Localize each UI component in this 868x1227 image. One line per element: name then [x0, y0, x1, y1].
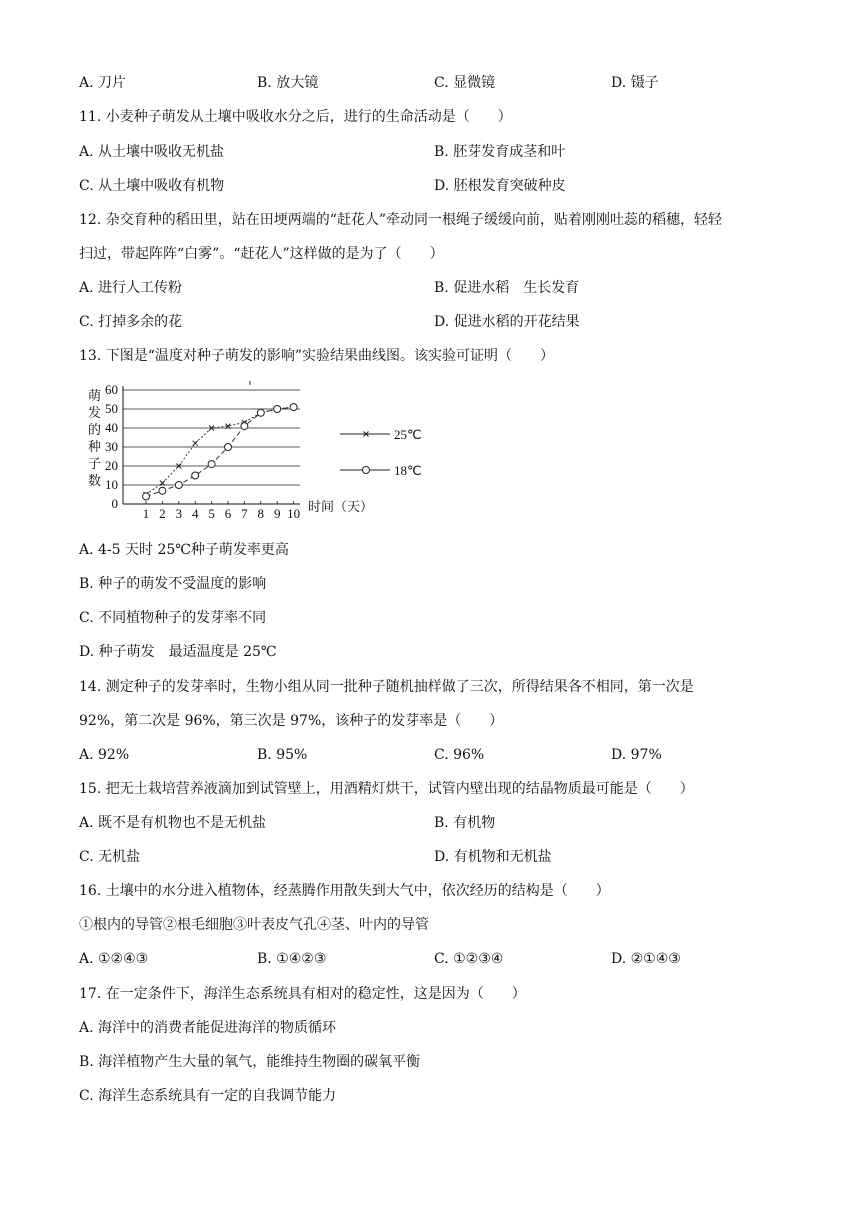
q10-option-a: A. 刀片 — [79, 75, 127, 91]
germination-chart — [78, 378, 458, 523]
q11-option-b: B. 胚芽发育成茎和叶 — [434, 144, 566, 160]
q15-option-c: C. 无机盐 — [79, 849, 141, 865]
series-line-25c — [146, 407, 294, 494]
ylabel-char: 数 — [88, 473, 102, 488]
data-point-18c — [192, 472, 199, 479]
chart-grid — [123, 390, 300, 485]
q16-option-c: C. ①②③④ — [434, 951, 504, 967]
data-point-18c — [257, 409, 264, 416]
ylabel-char: 萌 — [88, 388, 102, 403]
q13-option-d: D. 种子萌发 最适温度是 25℃ — [79, 644, 277, 660]
q12-option-a: A. 进行人工传粉 — [79, 280, 183, 296]
x-tick-label: 9 — [273, 506, 281, 521]
y-tick-label: 50 — [105, 401, 118, 416]
chart-series — [143, 404, 298, 500]
y-tick-labels — [105, 382, 118, 511]
q11-option-d: D. 胚根发育突破种皮 — [434, 178, 566, 194]
x-axis-label: 时间（天） — [308, 499, 374, 514]
data-point-18c — [290, 404, 297, 411]
q13-option-b: B. 种子的萌发不受温度的影响 — [79, 576, 267, 592]
data-point-25c — [193, 441, 198, 446]
q12-option-c: C. 打掉多余的花 — [79, 314, 183, 330]
chart-legend — [340, 427, 422, 478]
y-tick-label: 20 — [105, 458, 118, 473]
q14-option-b: B. 95% — [257, 747, 308, 763]
y-axis-label-vertical — [88, 388, 101, 488]
y-tick-label: 60 — [105, 382, 118, 397]
data-point-18c — [274, 406, 281, 413]
q11-stem: 11. 小麦种子萌发从土壤中吸收水分之后，进行的生命活动是（ ） — [79, 109, 512, 125]
q16-option-a: A. ①②④③ — [79, 951, 149, 967]
y-tick-label: 30 — [105, 439, 118, 454]
q17-option-a: A. 海洋中的消费者能促进海洋的物质循环 — [79, 1020, 337, 1036]
q12-option-b: B. 促进水稻 生长发育 — [434, 280, 580, 296]
y-tick-label: 0 — [111, 496, 118, 511]
q17-option-c: C. 海洋生态系统具有一定的自我调节能力 — [79, 1088, 337, 1104]
q13-option-c: C. 不同植物种子的发芽率不同 — [79, 610, 267, 626]
q14-stem-line2: 92%，第二次是 96%，第三次是 97%，该种子的发芽率是（ ） — [79, 713, 504, 729]
ylabel-char: 子 — [88, 456, 102, 471]
x-tick-label: 1 — [142, 506, 150, 521]
q11-option-a: A. 从土壤中吸收无机盐 — [79, 144, 225, 160]
legend-label: 25℃ — [394, 427, 422, 442]
x-tick-label: 4 — [191, 506, 199, 521]
data-point-18c — [175, 482, 182, 489]
q16-structures: ①根内的导管②根毛细胞③叶表皮气孔④茎、叶内的导管 — [79, 917, 429, 933]
q10-option-d: D. 镊子 — [611, 75, 659, 91]
q14-stem-line1: 14. 测定种子的发芽率时，生物小组从同一批种子随机抽样做了三次，所得结果各不相同，第一次是 — [79, 679, 694, 695]
q10-option-c: C. 显微镜 — [434, 75, 496, 91]
q13-stem: 13. 下图是“温度对种子萌发的影响”实验结果曲线图。该实验可证明（ ） — [79, 348, 555, 364]
data-point-18c — [208, 461, 215, 468]
y-tick-label: 40 — [105, 420, 118, 435]
series-line-18c — [146, 407, 294, 496]
q17-option-b: B. 海洋植物产生大量的氧气，能维持生物圈的碳氧平衡 — [79, 1054, 421, 1070]
q16-option-d: D. ②①④③ — [611, 951, 681, 967]
data-point-18c — [225, 444, 232, 451]
q12-stem-line1: 12. 杂交育种的稻田里，站在田埂两端的“赶花人”牵动同一根绳子缓缓向前，贴着刚刚吐蕊的稻穗，轻轻 — [79, 212, 723, 228]
q14-option-d: D. 97% — [611, 747, 662, 763]
q10-option-b: B. 放大镜 — [257, 75, 319, 91]
x-tick-label: 8 — [257, 506, 265, 521]
data-point-18c — [159, 487, 166, 494]
q16-stem: 16. 土壤中的水分进入植物体，经蒸腾作用散失到大气中，依次经历的结构是（ ） — [79, 883, 610, 899]
q14-option-c: C. 96% — [434, 747, 485, 763]
q15-option-a: A. 既不是有机物也不是无机盐 — [79, 815, 267, 831]
q15-stem: 15. 把无土栽培营养液滴加到试管壁上，用酒精灯烘干，试管内壁出现的结晶物质最可能是（ ） — [79, 781, 694, 797]
q17-stem: 17. 在一定条件下，海洋生态系统具有相对的稳定性，这是因为（ ） — [79, 986, 526, 1002]
legend-marker-circle — [363, 467, 370, 474]
ylabel-char: 种 — [88, 439, 102, 454]
ylabel-char: 的 — [88, 422, 102, 437]
data-point-18c — [241, 423, 248, 430]
q15-option-d: D. 有机物和无机盐 — [434, 849, 552, 865]
q13-option-a: A. 4-5 天时 25℃种子萌发率更高 — [79, 542, 289, 558]
legend-label: 18℃ — [394, 463, 422, 478]
x-tick-label: 3 — [175, 506, 183, 521]
q11-option-c: C. 从土壤中吸收有机物 — [79, 178, 225, 194]
chart-axes — [123, 381, 300, 504]
q16-option-b: B. ①④②③ — [257, 951, 327, 967]
x-tick-label: 2 — [159, 506, 166, 521]
x-tick-label: 6 — [224, 506, 232, 521]
ylabel-char: 发 — [88, 405, 102, 420]
data-point-18c — [143, 493, 150, 500]
x-tick-label: 10 — [287, 506, 301, 521]
x-tick-label: 5 — [208, 506, 215, 521]
q15-option-b: B. 有机物 — [434, 815, 496, 831]
q14-option-a: A. 92% — [79, 747, 130, 763]
y-tick-label: 10 — [105, 477, 118, 492]
x-tick-label: 7 — [241, 506, 248, 521]
q12-option-d: D. 促进水稻的开花结果 — [434, 314, 580, 330]
q12-stem-line2: 扫过，带起阵阵“白雾”。“赶花人”这样做的是为了（ ） — [79, 246, 444, 262]
